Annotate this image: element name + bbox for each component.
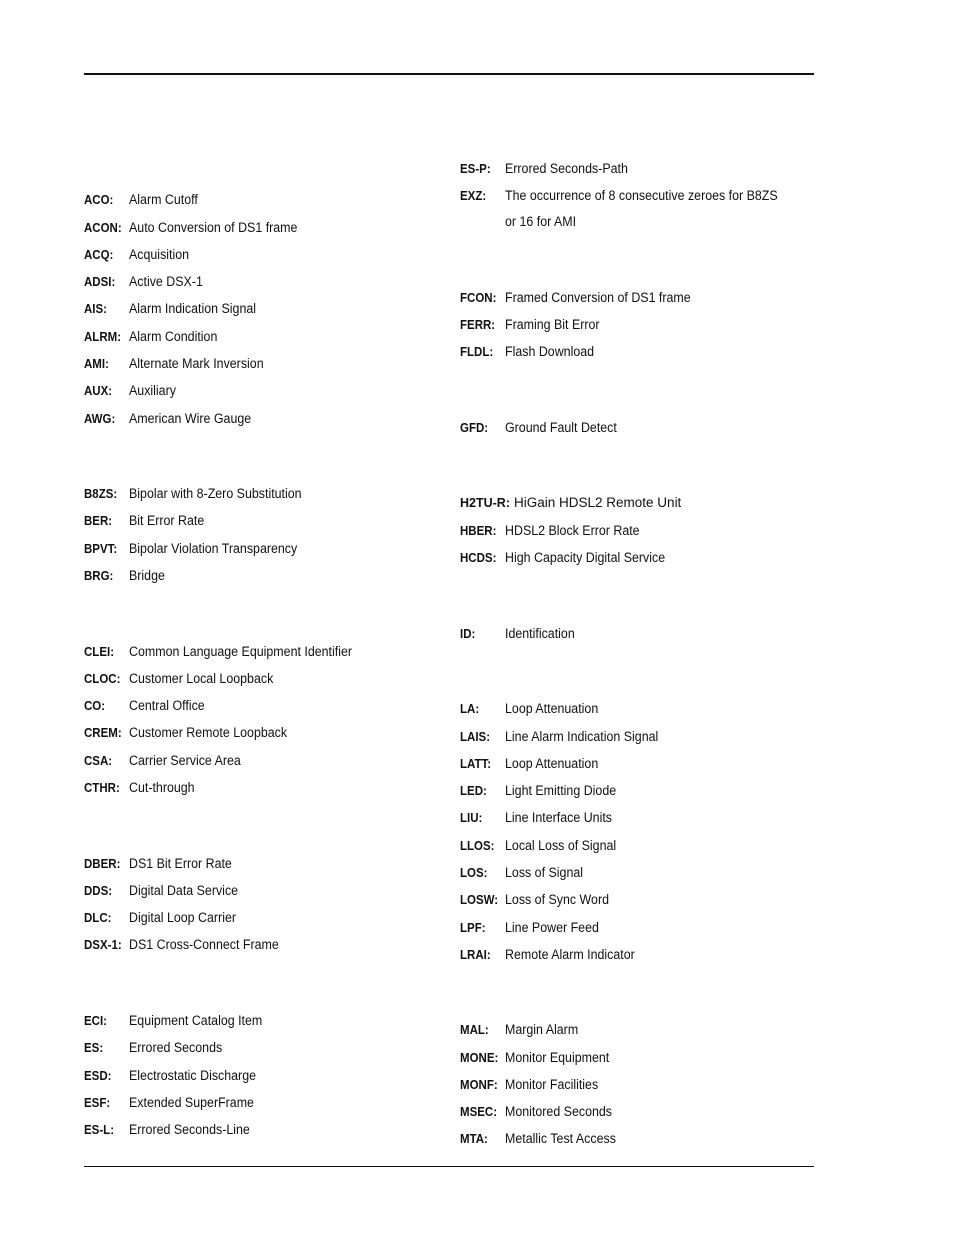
- definition: Framed Conversion of DS1 frame: [505, 290, 691, 305]
- definition: Errored Seconds-Line: [129, 1122, 250, 1137]
- definition: Alternate Mark Inversion: [129, 356, 264, 371]
- definition: HiGain HDSL2 Remote Unit: [514, 495, 682, 510]
- definition: DS1 Bit Error Rate: [129, 856, 232, 871]
- definition: Active DSX-1: [129, 274, 203, 289]
- abbreviation: AMI:: [84, 357, 109, 371]
- abbreviation: LAIS:: [460, 730, 491, 744]
- abbreviation: BRG:: [84, 569, 114, 583]
- definition: The occurrence of 8 consecutive zeroes for B8ZS or 16 for AMI: [505, 188, 778, 229]
- definition: Electrostatic Discharge: [129, 1068, 257, 1083]
- definition: Loss of Signal: [505, 865, 584, 880]
- definition: Bit Error Rate: [129, 513, 205, 528]
- abbreviation: AWG:: [84, 412, 116, 426]
- definition: Auxiliary: [129, 383, 176, 398]
- abbreviation: MAL:: [460, 1023, 489, 1037]
- definition: Margin Alarm: [505, 1022, 579, 1037]
- header-rule: [84, 73, 814, 75]
- definition: Identification: [505, 626, 575, 641]
- definition: Local Loss of Signal: [505, 838, 617, 853]
- abbreviation: LED:: [460, 784, 487, 798]
- abbreviation: ALRM:: [84, 330, 122, 344]
- abbreviation: LATT:: [460, 757, 492, 771]
- definition: Loop Attenuation: [505, 701, 599, 716]
- definition: High Capacity Digital Service: [505, 550, 666, 565]
- definition: Alarm Indication Signal: [129, 301, 257, 316]
- definition: HDSL2 Block Error Rate: [505, 523, 640, 538]
- definition: Alarm Cutoff: [129, 192, 198, 207]
- abbreviation: CLOC:: [84, 672, 121, 686]
- definition: Central Office: [129, 698, 205, 713]
- abbreviation: DLC:: [84, 911, 112, 925]
- abbreviation: LRAI:: [460, 948, 491, 962]
- abbreviation: DBER:: [84, 857, 121, 871]
- abbreviation: LOS:: [460, 866, 488, 880]
- definition: Framing Bit Error: [505, 317, 600, 332]
- abbreviation: LA:: [460, 702, 480, 716]
- definition: Bridge: [129, 568, 165, 583]
- definition: Alarm Condition: [129, 329, 218, 344]
- definition: Line Alarm Indication Signal: [505, 729, 659, 744]
- abbreviation: MONF:: [460, 1078, 498, 1092]
- abbreviation: ECI:: [84, 1014, 107, 1028]
- abbreviation: DSX-1:: [84, 938, 122, 952]
- abbreviation: ES:: [84, 1041, 104, 1055]
- abbreviation: ES-L:: [84, 1123, 115, 1137]
- definition: Line Power Feed: [505, 920, 599, 935]
- abbreviation: MSEC:: [460, 1105, 498, 1119]
- abbreviation: CLEI:: [84, 645, 115, 659]
- definition: Ground Fault Detect: [505, 420, 617, 435]
- abbreviation: FCON:: [460, 291, 497, 305]
- glossary-entry: [460, 490, 820, 516]
- definition: Equipment Catalog Item: [129, 1013, 263, 1028]
- abbreviation: LOSW:: [460, 893, 499, 907]
- abbreviation: ACQ:: [84, 248, 114, 262]
- abbreviation: AIS:: [84, 302, 107, 316]
- abbreviation: HCDS:: [460, 551, 497, 565]
- definition: Monitor Equipment: [505, 1050, 610, 1065]
- definition: Customer Remote Loopback: [129, 725, 288, 740]
- definition: Customer Local Loopback: [129, 671, 274, 686]
- definition: Errored Seconds: [129, 1040, 223, 1055]
- abbreviation: EXZ:: [460, 189, 487, 203]
- definition: Digital Loop Carrier: [129, 910, 237, 925]
- definition: Loss of Sync Word: [505, 892, 610, 907]
- abbreviation: B8ZS:: [84, 487, 118, 501]
- definition: Cut-through: [129, 780, 195, 795]
- abbreviation: H2TU-R:: [460, 496, 510, 510]
- definition: Bipolar Violation Transparency: [129, 541, 298, 556]
- abbreviation: DDS:: [84, 884, 113, 898]
- abbreviation: ESF:: [84, 1096, 111, 1110]
- definition: American Wire Gauge: [129, 411, 252, 426]
- abbreviation: MONE:: [460, 1051, 499, 1065]
- abbreviation: CO:: [84, 699, 106, 713]
- abbreviation: LIU:: [460, 811, 483, 825]
- abbreviation: ID:: [460, 627, 476, 641]
- footer-rule: [84, 1166, 814, 1167]
- abbreviation: ES-P:: [460, 162, 491, 176]
- definition: Acquisition: [129, 247, 190, 262]
- definition: Digital Data Service: [129, 883, 239, 898]
- abbreviation: BPVT:: [84, 542, 118, 556]
- abbreviation: ESD:: [84, 1069, 112, 1083]
- definition: Monitor Facilities: [505, 1077, 599, 1092]
- definition: DS1 Cross-Connect Frame: [129, 937, 279, 952]
- abbreviation: ACO:: [84, 193, 114, 207]
- definition: Flash Download: [505, 344, 595, 359]
- definition: Metallic Test Access: [505, 1131, 616, 1146]
- abbreviation: CSA:: [84, 754, 113, 768]
- abbreviation: LLOS:: [460, 839, 495, 853]
- abbreviation: HBER:: [460, 524, 497, 538]
- abbreviation: CREM:: [84, 726, 122, 740]
- definition: Monitored Seconds: [505, 1104, 613, 1119]
- abbreviation: ADSI:: [84, 275, 116, 289]
- definition: Remote Alarm Indicator: [505, 947, 635, 962]
- definition: Auto Conversion of DS1 frame: [129, 220, 298, 235]
- abbreviation: ACON:: [84, 221, 122, 235]
- abbreviation: BER:: [84, 514, 113, 528]
- abbreviation: GFD:: [460, 421, 489, 435]
- abbreviation: FLDL:: [460, 345, 494, 359]
- abbreviation: LPF:: [460, 921, 486, 935]
- definition: Carrier Service Area: [129, 753, 241, 768]
- abbreviation: CTHR:: [84, 781, 120, 795]
- abbreviation: AUX:: [84, 384, 113, 398]
- definition: Loop Attenuation: [505, 756, 599, 771]
- definition: Line Interface Units: [505, 810, 613, 825]
- definition: Light Emitting Diode: [505, 783, 617, 798]
- definition: Bipolar with 8-Zero Substitution: [129, 486, 302, 501]
- definition: Extended SuperFrame: [129, 1095, 254, 1110]
- definition: Errored Seconds-Path: [505, 161, 628, 176]
- definition: Common Language Equipment Identifier: [129, 644, 353, 659]
- abbreviation: FERR:: [460, 318, 496, 332]
- abbreviation: MTA:: [460, 1132, 488, 1146]
